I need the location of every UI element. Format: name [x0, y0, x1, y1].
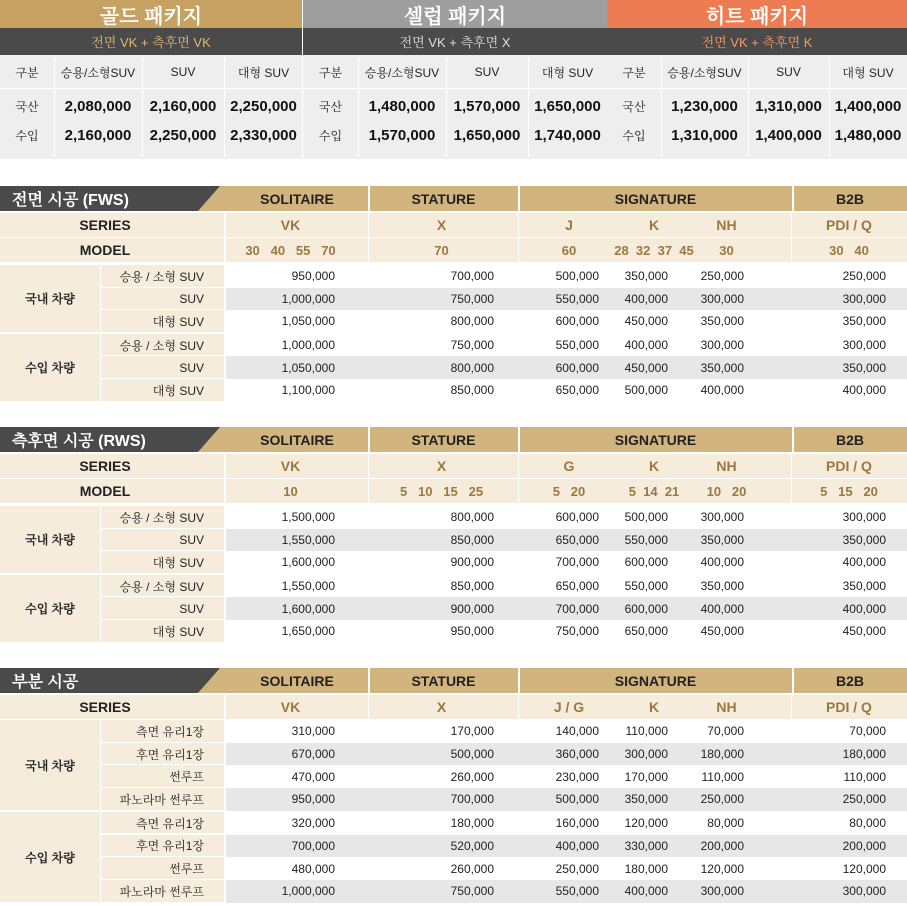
- model-cell: 30 40: [829, 242, 869, 258]
- package-price: 2,250,000: [230, 97, 297, 115]
- price-cell: 180,000: [450, 816, 494, 831]
- brand-divider: [368, 427, 370, 452]
- price-cell: 250,000: [700, 792, 744, 807]
- package-price: 1,310,000: [671, 126, 738, 144]
- price-cell: 500,000: [624, 510, 668, 525]
- package-col-header: 구분: [318, 65, 343, 80]
- price-cell: 600,000: [555, 360, 599, 375]
- label-divider: [791, 479, 792, 503]
- row-label: 승용 / 소형 SUV: [119, 269, 204, 284]
- label-divider: [791, 454, 792, 478]
- price-cell: 350,000: [700, 579, 744, 594]
- model-cell: 5 10 15 25: [399, 483, 484, 499]
- price-cell: 80,000: [707, 816, 744, 831]
- price-cell: 450,000: [624, 314, 668, 329]
- model-cell: 60: [561, 242, 577, 258]
- model-label: MODEL: [79, 483, 131, 499]
- price-cell: 400,000: [842, 383, 886, 398]
- price-cell: 170,000: [624, 769, 668, 784]
- label-divider: [518, 213, 519, 237]
- row-label: 대형 SUV: [152, 624, 204, 639]
- price-cell: 470,000: [291, 769, 335, 784]
- price-cell: 120,000: [700, 861, 744, 876]
- section-title: 부분 시공: [12, 674, 79, 691]
- row-label: 썬루프: [169, 862, 204, 877]
- package-price: 2,160,000: [64, 126, 132, 144]
- price-cell: 160,000: [555, 816, 599, 831]
- price-cell: 170,000: [450, 724, 494, 739]
- price-cell: 400,000: [700, 601, 744, 616]
- price-cell: 300,000: [842, 338, 886, 353]
- series-cell: J / G: [553, 699, 585, 715]
- model-cell: 10 20: [706, 483, 747, 499]
- price-cell: 260,000: [450, 769, 494, 784]
- row-label: 대형 SUV: [152, 555, 204, 570]
- package-row-label: 수입: [318, 128, 343, 143]
- series-cell: X: [436, 458, 447, 474]
- price-cell: 800,000: [450, 360, 494, 375]
- row-label: 썬루프: [169, 770, 204, 785]
- price-cell: 360,000: [555, 747, 599, 762]
- brand-divider: [518, 427, 520, 452]
- price-cell: 750,000: [450, 884, 494, 899]
- package-price: 1,570,000: [453, 97, 521, 115]
- brand-header: SIGNATURE: [614, 190, 697, 207]
- row-label: SUV: [179, 532, 204, 547]
- price-cell: 450,000: [842, 624, 886, 639]
- price-cell: 700,000: [450, 792, 494, 807]
- price-cell: 950,000: [450, 624, 494, 639]
- price-cell: 400,000: [624, 884, 668, 899]
- brand-divider: [518, 668, 520, 693]
- price-cell: 1,600,000: [281, 555, 335, 570]
- header-divider: [0, 88, 302, 89]
- price-cell: 250,000: [842, 792, 886, 807]
- price-cell: 480,000: [291, 861, 335, 876]
- package-col-header: SUV: [776, 65, 801, 79]
- package-price: 1,400,000: [834, 97, 902, 115]
- price-cell: 310,000: [291, 724, 335, 739]
- price-cell: 120,000: [624, 816, 668, 831]
- package-title: 셀럽 패키지: [303, 0, 607, 28]
- row-label: 후면 유리1장: [136, 839, 204, 854]
- label-divider: [368, 238, 369, 262]
- price-cell: 300,000: [842, 884, 886, 899]
- series-cell: X: [436, 217, 447, 233]
- price-cell: 1,000,000: [281, 338, 335, 353]
- price-cell: 110,000: [843, 769, 886, 784]
- price-cell: 650,000: [555, 383, 599, 398]
- price-cell: 400,000: [842, 555, 886, 570]
- group-label: 수입 차량: [25, 602, 75, 617]
- model-cell: 5 14 21: [628, 483, 680, 499]
- group-label: 수입 차량: [25, 361, 75, 376]
- model-cell: 5 20: [552, 483, 586, 499]
- price-cell: 670,000: [291, 747, 335, 762]
- price-cell: 200,000: [842, 838, 886, 853]
- series-cell: PDI / Q: [826, 458, 872, 474]
- row-label: 측면 유리1장: [136, 816, 204, 831]
- price-cell: 1,100,000: [281, 383, 335, 398]
- series-label: SERIES: [79, 458, 131, 474]
- section-title: 측후면 시공 (RWS): [12, 433, 146, 450]
- price-cell: 350,000: [842, 360, 886, 375]
- price-cell: 500,000: [555, 792, 599, 807]
- group-label: 수입 차량: [25, 850, 75, 865]
- row-label: 승용 / 소형 SUV: [119, 579, 204, 594]
- model-cell: 30: [719, 242, 734, 258]
- brand-header: B2B: [835, 431, 864, 448]
- package-title: 골드 패키지: [0, 0, 302, 28]
- series-label: SERIES: [79, 699, 131, 715]
- price-cell: 950,000: [291, 269, 335, 284]
- package-subtitle: 전면 VK + 측후면 X: [303, 28, 607, 55]
- label-divider: [791, 695, 792, 719]
- header-divider: [303, 88, 607, 89]
- brand-header: B2B: [835, 190, 864, 207]
- price-cell: 300,000: [842, 291, 886, 306]
- package-price: 2,250,000: [149, 126, 217, 144]
- price-cell: 950,000: [291, 792, 335, 807]
- series-cell: NH: [716, 217, 737, 233]
- price-cell: 700,000: [291, 838, 335, 853]
- row-label: 대형 SUV: [152, 314, 204, 329]
- price-cell: 300,000: [700, 291, 744, 306]
- price-cell: 900,000: [450, 555, 494, 570]
- label-divider: [518, 479, 519, 503]
- series-cell: VK: [280, 458, 301, 474]
- package-price: 1,740,000: [534, 126, 601, 144]
- price-cell: 550,000: [555, 291, 599, 306]
- label-divider: [368, 213, 369, 237]
- series-cell: NH: [716, 458, 737, 474]
- label-divider: [368, 479, 369, 503]
- price-cell: 1,600,000: [281, 601, 335, 616]
- price-cell: 350,000: [700, 314, 744, 329]
- series-cell: PDI / Q: [826, 217, 872, 233]
- package-price: 1,480,000: [834, 126, 902, 144]
- label-divider: [224, 695, 226, 719]
- brand-header: B2B: [835, 672, 864, 689]
- price-cell: 500,000: [555, 269, 599, 284]
- brand-header: SOLITAIRE: [260, 672, 334, 689]
- price-cell: 400,000: [842, 601, 886, 616]
- price-cell: 1,650,000: [281, 624, 335, 639]
- price-cell: 520,000: [450, 838, 494, 853]
- price-cell: 450,000: [700, 624, 744, 639]
- price-cell: 120,000: [842, 861, 886, 876]
- package-price: 1,230,000: [671, 97, 738, 115]
- series-label: SERIES: [79, 217, 131, 233]
- package-row-label: 수입: [15, 128, 39, 143]
- price-cell: 900,000: [450, 601, 494, 616]
- series-cell: K: [648, 699, 660, 715]
- package-price: 2,160,000: [149, 97, 217, 115]
- price-cell: 350,000: [700, 360, 744, 375]
- package-col-header: 대형 SUV: [842, 65, 894, 80]
- package-col-header: 승용/소형SUV: [60, 65, 136, 80]
- package-col-header: 승용/소형SUV: [667, 65, 742, 80]
- package-col-header: 대형 SUV: [237, 65, 290, 80]
- package-row-label: 수입: [622, 128, 646, 143]
- label-divider: [518, 454, 519, 478]
- price-cell: 300,000: [700, 884, 744, 899]
- brand-header: SIGNATURE: [614, 431, 697, 448]
- price-cell: 800,000: [450, 510, 494, 525]
- price-cell: 400,000: [555, 838, 599, 853]
- price-cell: 550,000: [555, 884, 599, 899]
- model-cell: 30 40 55 70: [245, 242, 336, 258]
- price-cell: 750,000: [450, 291, 494, 306]
- brand-header: STATURE: [411, 672, 476, 689]
- package-price: 1,400,000: [755, 126, 822, 144]
- series-cell: K: [648, 217, 660, 233]
- price-cell: 200,000: [700, 838, 744, 853]
- package-price: 1,310,000: [755, 97, 822, 115]
- price-cell: 850,000: [450, 383, 494, 398]
- price-cell: 70,000: [707, 724, 744, 739]
- series-cell: VK: [280, 217, 301, 233]
- series-cell: VK: [280, 699, 301, 715]
- row-label: 승용 / 소형 SUV: [119, 510, 204, 525]
- row-label: 파노라마 썬루프: [119, 884, 204, 899]
- section-title: 전면 시공 (FWS): [12, 192, 129, 209]
- price-cell: 1,550,000: [281, 532, 335, 547]
- series-cell: PDI / Q: [826, 699, 872, 715]
- price-cell: 1,000,000: [281, 884, 335, 899]
- price-cell: 700,000: [555, 601, 599, 616]
- price-cell: 750,000: [450, 338, 494, 353]
- price-cell: 400,000: [624, 338, 668, 353]
- package-row-label: 국산: [622, 99, 646, 114]
- price-cell: 650,000: [555, 579, 599, 594]
- package-col-header: 구분: [622, 65, 646, 80]
- model-label: MODEL: [79, 242, 131, 258]
- price-cell: 500,000: [624, 383, 668, 398]
- row-label: 파노라마 썬루프: [119, 792, 204, 807]
- price-cell: 250,000: [842, 269, 886, 284]
- price-cell: 750,000: [555, 624, 599, 639]
- label-divider: [224, 238, 226, 262]
- price-cell: 230,000: [555, 769, 599, 784]
- brand-header: STATURE: [411, 431, 476, 448]
- row-label: 대형 SUV: [152, 383, 204, 398]
- price-cell: 550,000: [555, 338, 599, 353]
- package-title: 히트 패키지: [607, 0, 907, 28]
- price-cell: 550,000: [624, 579, 668, 594]
- brand-divider: [792, 668, 794, 693]
- label-divider: [368, 695, 369, 719]
- price-cell: 500,000: [450, 747, 494, 762]
- model-cell: 70: [434, 242, 449, 258]
- price-cell: 350,000: [624, 792, 668, 807]
- package-col-header: 구분: [15, 65, 39, 80]
- price-cell: 600,000: [555, 510, 599, 525]
- price-cell: 180,000: [700, 747, 744, 762]
- price-cell: 70,000: [849, 724, 886, 739]
- brand-header: STATURE: [411, 190, 476, 207]
- price-cell: 1,050,000: [281, 360, 335, 375]
- price-cell: 350,000: [842, 532, 886, 547]
- group-label: 국내 차량: [25, 292, 75, 307]
- brand-divider: [368, 668, 370, 693]
- price-cell: 550,000: [624, 532, 668, 547]
- price-cell: 650,000: [555, 532, 599, 547]
- series-cell: K: [648, 458, 660, 474]
- package-row-label: 국산: [318, 99, 343, 114]
- price-cell: 350,000: [700, 532, 744, 547]
- group-label: 국내 차량: [25, 758, 75, 773]
- row-label: SUV: [179, 291, 204, 306]
- brand-header: SOLITAIRE: [260, 190, 334, 207]
- price-cell: 850,000: [450, 532, 494, 547]
- price-cell: 180,000: [842, 747, 886, 762]
- package-price: 1,570,000: [368, 126, 436, 144]
- price-cell: 1,050,000: [281, 314, 335, 329]
- package-subtitle: 전면 VK + 측후면 VK: [0, 28, 302, 55]
- price-cell: 330,000: [624, 838, 668, 853]
- price-cell: 600,000: [555, 314, 599, 329]
- price-cell: 180,000: [624, 861, 668, 876]
- price-cell: 450,000: [624, 360, 668, 375]
- package-price: 2,080,000: [64, 97, 132, 115]
- price-cell: 850,000: [450, 579, 494, 594]
- price-cell: 300,000: [700, 510, 744, 525]
- package-price: 1,650,000: [453, 126, 521, 144]
- package-col-header: 승용/소형SUV: [364, 65, 440, 80]
- label-divider: [224, 479, 226, 503]
- model-cell: 5 15 20: [820, 483, 878, 499]
- series-cell: X: [436, 699, 447, 715]
- price-cell: 350,000: [842, 579, 886, 594]
- price-cell: 320,000: [291, 816, 335, 831]
- brand-divider: [368, 186, 370, 211]
- package-col-header: SUV: [170, 65, 196, 79]
- brand-header: SOLITAIRE: [260, 431, 334, 448]
- label-divider: [518, 238, 519, 262]
- row-label: SUV: [179, 360, 204, 375]
- price-cell: 80,000: [849, 816, 886, 831]
- series-cell: J: [565, 217, 573, 233]
- price-cell: 400,000: [700, 555, 744, 570]
- label-divider: [368, 454, 369, 478]
- price-cell: 260,000: [450, 861, 494, 876]
- price-cell: 600,000: [624, 555, 668, 570]
- group-label: 국내 차량: [25, 533, 75, 548]
- price-cell: 250,000: [700, 269, 744, 284]
- price-cell: 1,550,000: [281, 579, 335, 594]
- package-col-header: SUV: [474, 65, 500, 79]
- label-divider: [224, 454, 226, 478]
- price-cell: 700,000: [450, 269, 494, 284]
- model-cell: 10: [283, 483, 298, 499]
- brand-divider: [792, 186, 794, 211]
- price-cell: 800,000: [450, 314, 494, 329]
- price-cell: 650,000: [624, 624, 668, 639]
- price-cell: 400,000: [624, 291, 668, 306]
- brand-header: SIGNATURE: [614, 672, 697, 689]
- price-cell: 110,000: [701, 769, 744, 784]
- label-divider: [791, 238, 792, 262]
- price-cell: 300,000: [842, 510, 886, 525]
- package-price: 2,330,000: [230, 126, 297, 144]
- price-cell: 700,000: [555, 555, 599, 570]
- label-divider: [224, 213, 226, 237]
- row-label: 후면 유리1장: [136, 747, 204, 762]
- model-cell: 28 32 37 45: [614, 242, 694, 258]
- price-cell: 110,000: [625, 724, 668, 739]
- price-cell: 250,000: [555, 861, 599, 876]
- package-subtitle: 전면 VK + 측후면 K: [607, 28, 907, 55]
- row-label: 승용 / 소형 SUV: [119, 338, 204, 353]
- package-price: 1,480,000: [368, 97, 436, 115]
- package-price: 1,650,000: [534, 97, 601, 115]
- package-row-label: 국산: [15, 99, 39, 114]
- package-col-header: 대형 SUV: [541, 65, 594, 80]
- price-cell: 300,000: [700, 338, 744, 353]
- series-cell: NH: [716, 699, 737, 715]
- price-cell: 1,500,000: [281, 510, 335, 525]
- brand-divider: [518, 186, 520, 211]
- price-cell: 1,000,000: [281, 291, 335, 306]
- header-divider: [607, 88, 907, 89]
- brand-divider: [792, 427, 794, 452]
- price-cell: 140,000: [555, 724, 599, 739]
- row-label: SUV: [179, 601, 204, 616]
- series-cell: G: [563, 458, 575, 474]
- price-cell: 600,000: [624, 601, 668, 616]
- price-cell: 350,000: [624, 269, 668, 284]
- row-label: 측면 유리1장: [136, 724, 204, 739]
- label-divider: [791, 213, 792, 237]
- price-cell: 350,000: [842, 314, 886, 329]
- price-cell: 300,000: [624, 747, 668, 762]
- price-cell: 400,000: [700, 383, 744, 398]
- label-divider: [518, 695, 519, 719]
